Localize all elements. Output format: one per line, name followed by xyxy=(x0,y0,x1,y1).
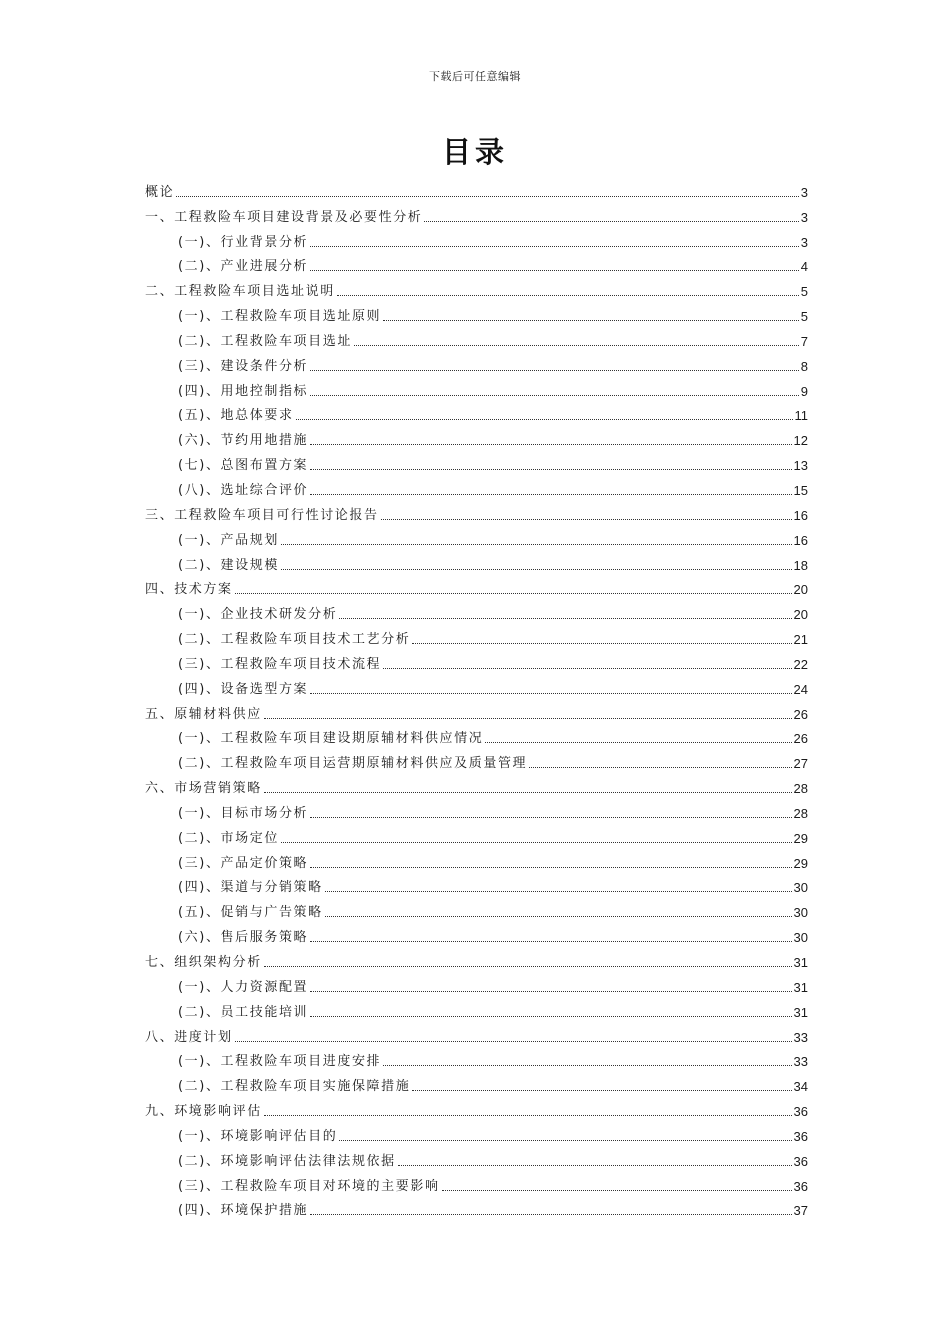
toc-dot-leader xyxy=(310,246,799,247)
toc-dot-leader xyxy=(310,469,791,470)
toc-entry-text: 八、进度计划 xyxy=(145,1029,233,1045)
toc-entry-text: (一)、行业背景分析 xyxy=(178,234,309,250)
toc-dot-leader xyxy=(485,742,791,743)
toc-dot-leader xyxy=(383,1065,791,1066)
toc-page-number: 18 xyxy=(793,557,808,573)
toc-page-number: 33 xyxy=(793,1054,808,1070)
toc-section-entry[interactable] xyxy=(145,1046,808,1071)
toc-page-number: 22 xyxy=(793,656,808,672)
toc-page-number: 21 xyxy=(793,632,808,648)
toc-section-entry[interactable] xyxy=(145,623,808,648)
toc-entry-text: 六、市场营销策略 xyxy=(145,781,262,797)
toc-chapter-entry[interactable] xyxy=(145,176,808,201)
toc-entry-text: (七)、总图布置方案 xyxy=(178,458,309,474)
toc-section-entry[interactable] xyxy=(145,1120,808,1145)
toc-page-number: 26 xyxy=(793,706,808,722)
toc-dot-leader xyxy=(412,643,791,644)
toc-section-entry[interactable] xyxy=(145,549,808,574)
toc-dot-leader xyxy=(339,618,791,619)
toc-page-number: 12 xyxy=(793,433,808,449)
toc-dot-leader xyxy=(281,569,792,570)
toc-page-number: 7 xyxy=(800,333,808,349)
toc-section-entry[interactable] xyxy=(145,797,808,822)
toc-dot-leader xyxy=(354,345,799,346)
toc-dot-leader xyxy=(264,718,792,719)
toc-entry-text: (二)、员工技能培训 xyxy=(178,1004,309,1020)
toc-entry-text: 四、技术方案 xyxy=(145,582,233,598)
toc-page-number: 31 xyxy=(793,1004,808,1020)
toc-entry-text: (一)、工程救险车项目选址原则 xyxy=(178,309,382,325)
toc-section-entry[interactable] xyxy=(145,350,808,375)
toc-chapter-entry[interactable] xyxy=(145,201,808,226)
toc-dot-leader xyxy=(383,668,791,669)
toc-section-entry[interactable] xyxy=(145,598,808,623)
toc-section-entry[interactable] xyxy=(145,1145,808,1170)
toc-page-number: 27 xyxy=(793,756,808,772)
toc-entry-text: (六)、售后服务策略 xyxy=(178,930,309,946)
toc-page-number: 11 xyxy=(794,408,808,424)
toc-section-entry[interactable] xyxy=(145,524,808,549)
toc-chapter-entry[interactable] xyxy=(145,275,808,300)
header-note: 下载后可任意编辑 xyxy=(429,70,521,83)
toc-page-number: 3 xyxy=(800,184,808,200)
toc-entry-text: (一)、企业技术研发分析 xyxy=(178,607,338,623)
toc-dot-leader xyxy=(442,1190,792,1191)
toc-entry-text: (二)、产业进展分析 xyxy=(178,259,309,275)
toc-entry-text: 九、环境影响评估 xyxy=(145,1104,262,1120)
toc-chapter-entry[interactable] xyxy=(145,698,808,723)
toc-entry-text: 概论 xyxy=(145,184,175,200)
toc-section-entry[interactable] xyxy=(145,872,808,897)
toc-dot-leader xyxy=(398,1165,792,1166)
toc-chapter-entry[interactable] xyxy=(145,1021,808,1046)
toc-section-entry[interactable] xyxy=(145,1170,808,1195)
toc-page-number: 29 xyxy=(793,855,808,871)
toc-entry-text: (三)、工程救险车项目对环境的主要影响 xyxy=(178,1178,440,1194)
toc-section-entry[interactable] xyxy=(145,747,808,772)
toc-dot-leader xyxy=(424,221,798,222)
toc-chapter-entry[interactable] xyxy=(145,772,808,797)
toc-dot-leader xyxy=(264,966,792,967)
toc-page-number: 31 xyxy=(793,955,808,970)
toc-dot-leader xyxy=(310,395,799,396)
toc-entry-text: (四)、环境保护措施 xyxy=(178,1203,309,1219)
toc-entry-text: (一)、环境影响评估目的 xyxy=(178,1128,338,1144)
toc-page-number: 31 xyxy=(793,979,808,995)
toc-entry-text: (三)、建设条件分析 xyxy=(178,358,309,374)
toc-page-number: 33 xyxy=(793,1029,808,1045)
toc-page-number: 26 xyxy=(793,731,808,747)
toc-page-number: 36 xyxy=(793,1104,808,1120)
toc-page-number: 34 xyxy=(793,1079,808,1095)
toc-dot-leader xyxy=(310,494,791,495)
toc-entry-text: 一、工程救险车项目建设背景及必要性分析 xyxy=(145,209,423,225)
toc-entry-text: 三、工程救险车项目可行性讨论报告 xyxy=(145,507,379,523)
toc-section-entry[interactable] xyxy=(145,1195,808,1220)
toc-dot-leader xyxy=(235,1041,792,1042)
toc-dot-leader xyxy=(176,196,799,197)
toc-section-entry[interactable] xyxy=(145,300,808,325)
toc-section-entry[interactable] xyxy=(145,822,808,847)
toc-page-number: 30 xyxy=(793,930,808,946)
toc-dot-leader xyxy=(325,916,792,917)
toc-page-number: 20 xyxy=(793,607,808,623)
toc-entry-text: 二、工程救险车项目选址说明 xyxy=(145,284,335,300)
toc-section-entry[interactable] xyxy=(145,648,808,673)
toc-section-entry[interactable] xyxy=(145,226,808,251)
toc-dot-leader xyxy=(310,1214,791,1215)
toc-page-number: 30 xyxy=(793,880,808,896)
toc-dot-leader xyxy=(339,1140,791,1141)
toc-entry-text: (三)、产品定价策略 xyxy=(178,855,309,871)
toc-section-entry[interactable] xyxy=(145,971,808,996)
toc-section-entry[interactable] xyxy=(145,424,808,449)
toc-section-entry[interactable] xyxy=(145,251,808,276)
toc-section-entry[interactable] xyxy=(145,847,808,872)
toc-section-entry[interactable] xyxy=(145,1070,808,1095)
toc-dot-leader xyxy=(310,370,799,371)
toc-page-number: 30 xyxy=(793,905,808,921)
toc-entry-text: (二)、环境影响评估法律法规依据 xyxy=(178,1153,396,1169)
toc-dot-leader xyxy=(310,693,791,694)
toc-section-entry[interactable] xyxy=(145,896,808,921)
toc-entry-text: (一)、工程救险车项目建设期原辅材料供应情况 xyxy=(178,731,484,747)
table-of-contents xyxy=(145,176,808,1219)
toc-chapter-entry[interactable] xyxy=(145,574,808,599)
toc-page-number: 9 xyxy=(800,383,808,399)
toc-entry-text: (五)、地总体要求 xyxy=(178,408,294,424)
toc-page-number: 16 xyxy=(793,532,808,548)
toc-section-entry[interactable] xyxy=(145,673,808,698)
toc-dot-leader xyxy=(310,867,791,868)
toc-dot-leader xyxy=(383,320,799,321)
toc-dot-leader xyxy=(264,792,792,793)
toc-page-number: 13 xyxy=(793,458,808,474)
toc-dot-leader xyxy=(310,1016,791,1017)
toc-entry-text: (四)、渠道与分销策略 xyxy=(178,880,323,896)
toc-entry-text: (一)、工程救险车项目进度安排 xyxy=(178,1054,382,1070)
toc-entry-text: (一)、目标市场分析 xyxy=(178,805,309,821)
toc-entry-text: 五、原辅材料供应 xyxy=(145,706,262,722)
toc-entry-text: (四)、设备选型方案 xyxy=(178,681,309,697)
toc-page-number: 36 xyxy=(793,1153,808,1169)
toc-entry-text: (四)、用地控制指标 xyxy=(178,383,309,399)
toc-entry-text: 七、组织架构分析 xyxy=(145,955,262,970)
toc-entry-text: (二)、工程救险车项目运营期原辅材料供应及质量管理 xyxy=(178,756,528,772)
toc-dot-leader xyxy=(310,444,791,445)
toc-section-entry[interactable] xyxy=(145,723,808,748)
toc-page-number: 3 xyxy=(800,209,808,225)
toc-entry-text: (二)、建设规模 xyxy=(178,557,279,573)
toc-page-number: 20 xyxy=(793,582,808,598)
toc-page-number: 5 xyxy=(800,284,808,300)
toc-dot-leader xyxy=(296,419,793,420)
toc-page-number: 15 xyxy=(793,482,808,498)
toc-dot-leader xyxy=(325,891,792,892)
toc-dot-leader xyxy=(281,842,792,843)
toc-page-number: 36 xyxy=(793,1178,808,1194)
toc-section-entry[interactable] xyxy=(145,996,808,1021)
toc-page-number: 28 xyxy=(793,781,808,797)
toc-page-number: 4 xyxy=(800,259,808,275)
toc-chapter-entry[interactable] xyxy=(145,946,808,971)
toc-page-number: 36 xyxy=(793,1128,808,1144)
toc-page-number: 5 xyxy=(800,309,808,325)
toc-entry-text: (一)、产品规划 xyxy=(178,532,279,548)
toc-page-number: 29 xyxy=(793,830,808,846)
toc-entry-text: (一)、人力资源配置 xyxy=(178,979,309,995)
toc-dot-leader xyxy=(281,544,792,545)
toc-section-entry[interactable] xyxy=(145,325,808,350)
toc-dot-leader xyxy=(264,1115,792,1116)
toc-entry-text: (三)、工程救险车项目技术流程 xyxy=(178,656,382,672)
toc-entry-text: (二)、市场定位 xyxy=(178,830,279,846)
toc-page-number: 16 xyxy=(793,507,808,523)
toc-chapter-entry[interactable] xyxy=(145,1095,808,1120)
toc-dot-leader xyxy=(310,270,799,271)
toc-section-entry[interactable] xyxy=(145,449,808,474)
toc-dot-leader xyxy=(381,519,792,520)
toc-section-entry[interactable] xyxy=(145,474,808,499)
toc-chapter-entry[interactable] xyxy=(145,499,808,524)
toc-entry-text: (八)、选址综合评价 xyxy=(178,482,309,498)
toc-entry-text: (二)、工程救险车项目技术工艺分析 xyxy=(178,632,411,648)
toc-page-number: 3 xyxy=(800,234,808,250)
toc-section-entry[interactable] xyxy=(145,921,808,946)
toc-entry-text: (五)、促销与广告策略 xyxy=(178,905,323,921)
toc-dot-leader xyxy=(337,295,799,296)
toc-page-number: 24 xyxy=(793,681,808,697)
toc-page-number: 28 xyxy=(793,805,808,821)
toc-entry-text: (六)、节约用地措施 xyxy=(178,433,309,449)
toc-dot-leader xyxy=(412,1090,791,1091)
toc-dot-leader xyxy=(310,941,791,942)
toc-entry-text: (二)、工程救险车项目实施保障措施 xyxy=(178,1079,411,1095)
toc-entry-text: (二)、工程救险车项目选址 xyxy=(178,333,352,349)
toc-dot-leader xyxy=(529,767,791,768)
toc-title: 目录 xyxy=(441,135,508,169)
toc-dot-leader xyxy=(235,593,792,594)
toc-dot-leader xyxy=(310,817,791,818)
toc-page-number: 8 xyxy=(800,358,808,374)
toc-page-number: 37 xyxy=(793,1203,808,1219)
toc-section-entry[interactable] xyxy=(145,400,808,425)
toc-section-entry[interactable] xyxy=(145,375,808,400)
toc-dot-leader xyxy=(310,991,791,992)
